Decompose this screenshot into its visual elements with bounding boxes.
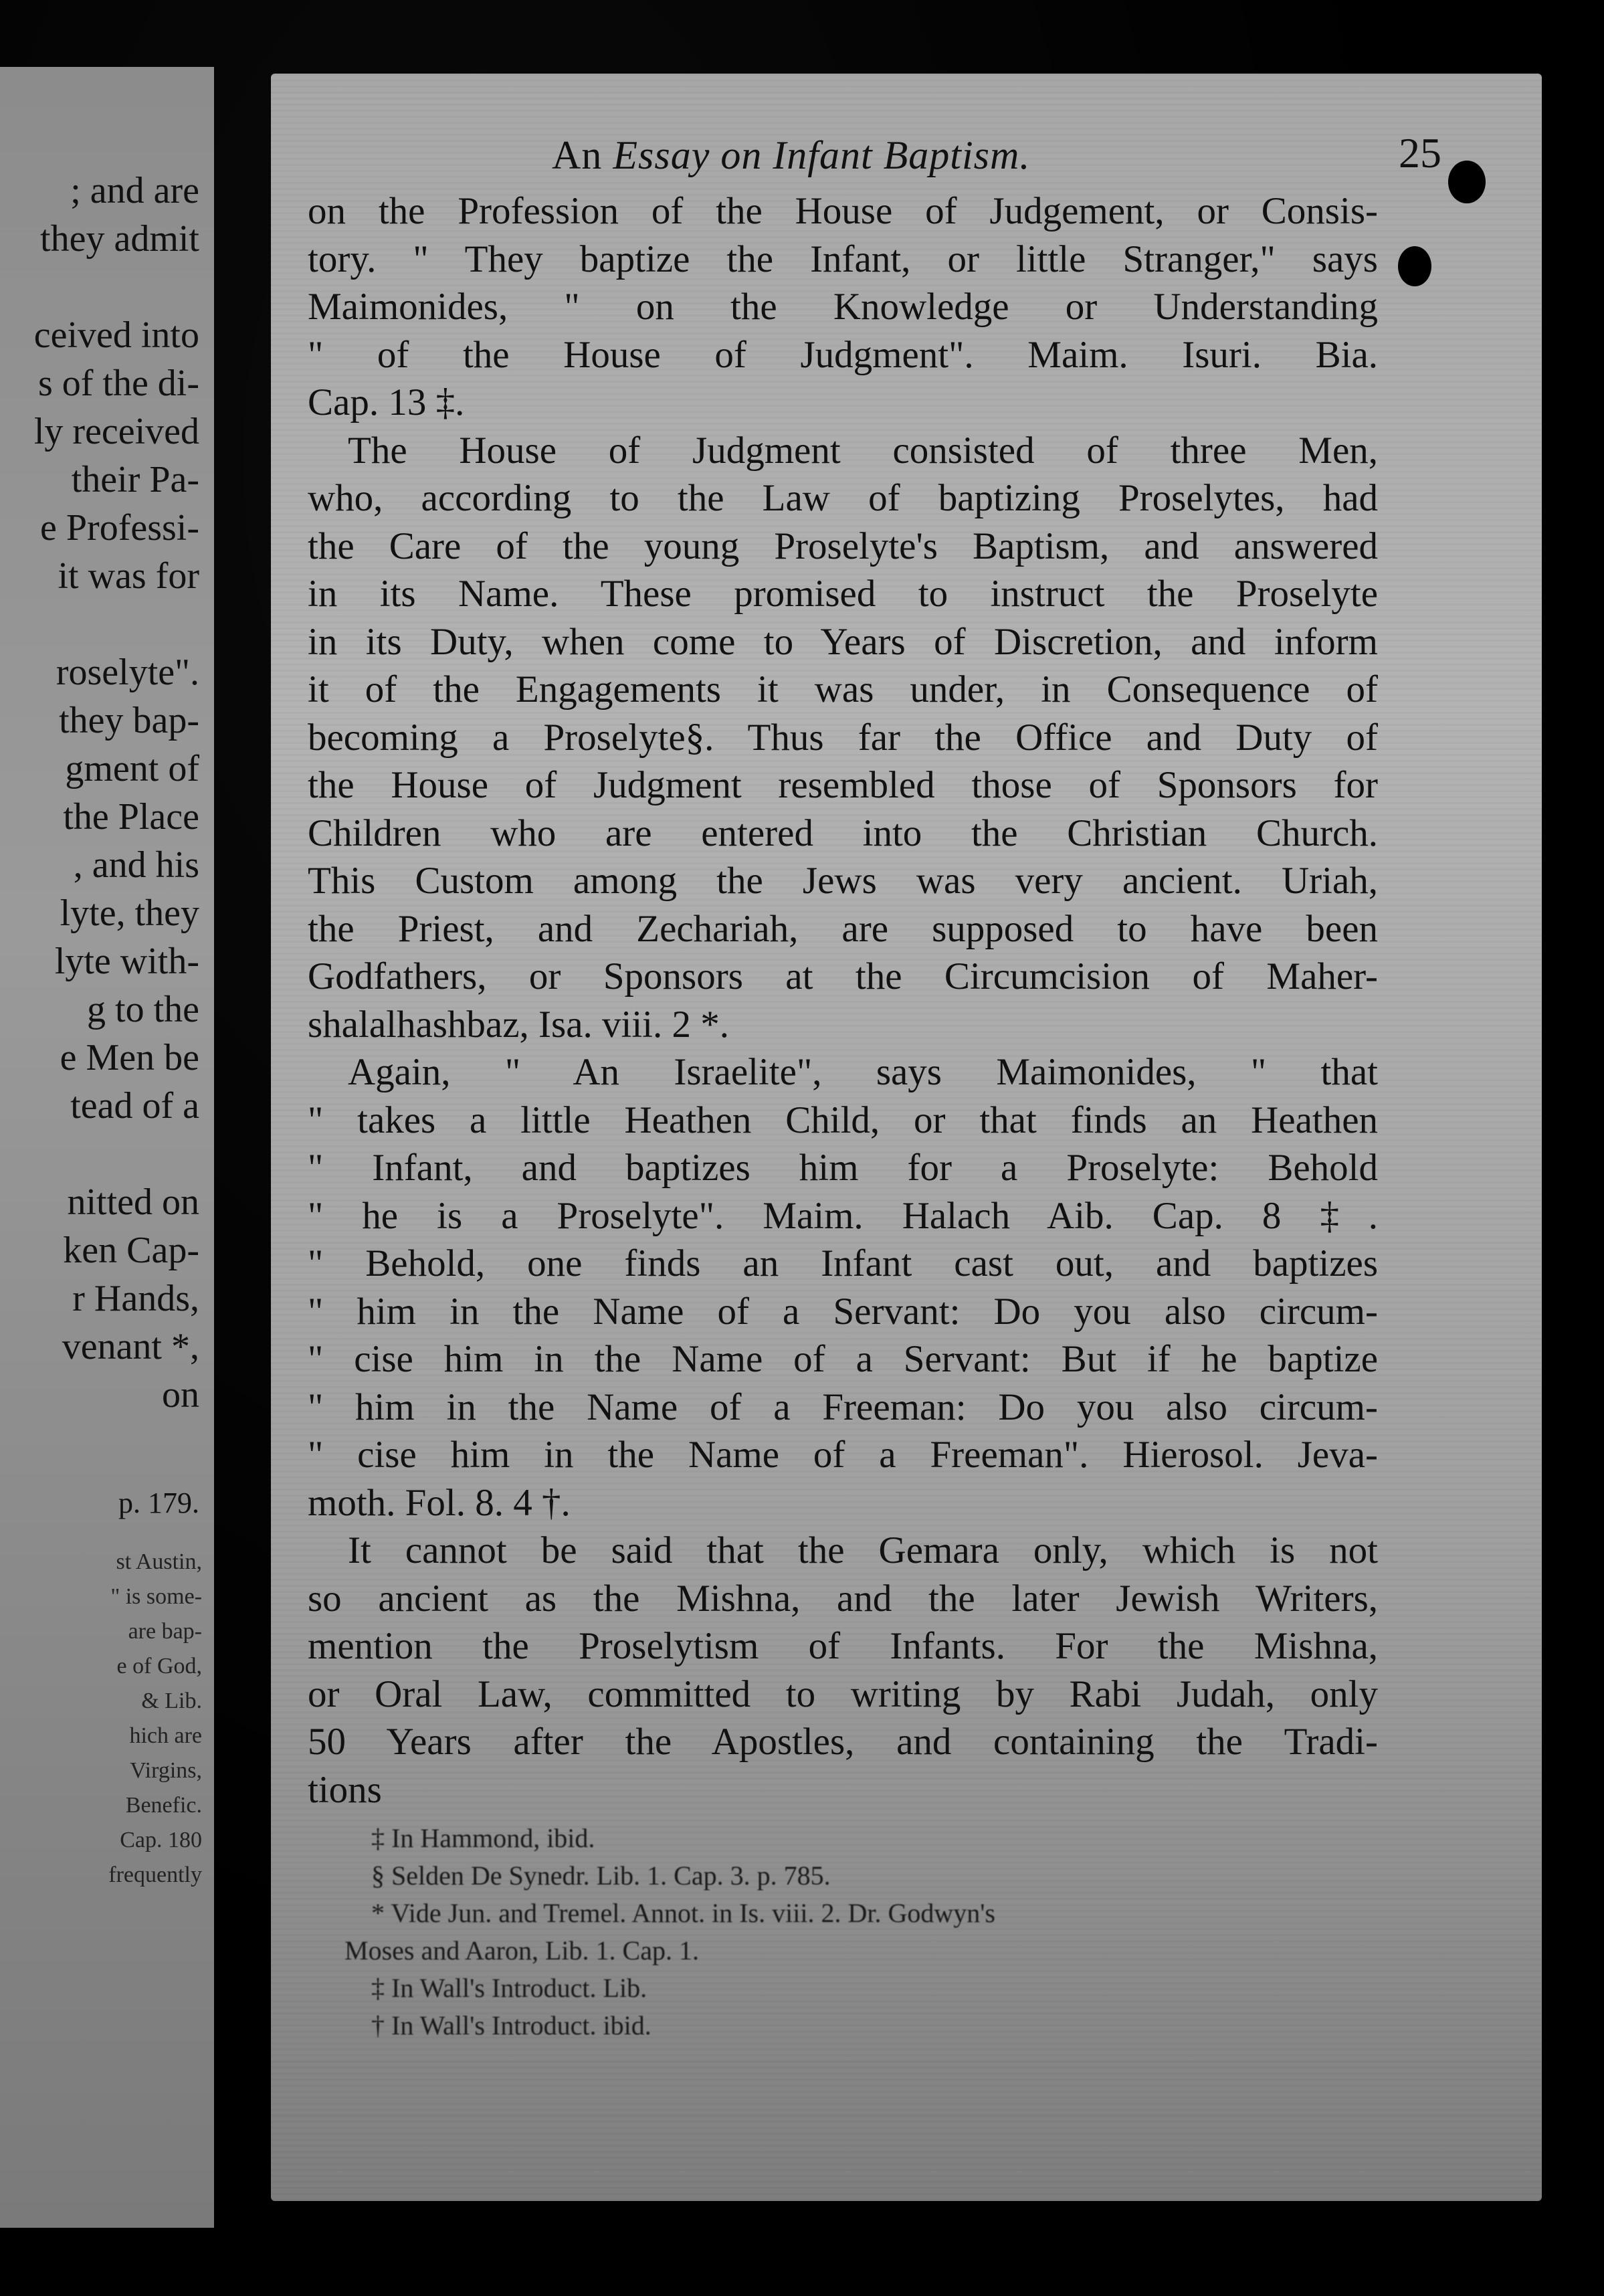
facing-page-line: they admit xyxy=(40,218,199,260)
text-line: Again, " An Israelite", says Maimonides, " that xyxy=(348,1051,1378,1093)
facing-page-footnote-line: are bap- xyxy=(128,1619,202,1644)
ink-blot xyxy=(1448,161,1486,203)
text-line: " takes a little Heathen Child, or that finds an Heathen xyxy=(308,1098,1378,1141)
text-line: who, according to the Law of baptizing Proselytes, had xyxy=(308,477,1378,519)
text-line: so ancient as the Mishna, and the later Jewish Writers, xyxy=(308,1577,1378,1620)
running-title xyxy=(552,132,1030,179)
facing-page-line: their Pa- xyxy=(71,459,199,500)
facing-page-line: ; and are xyxy=(70,170,199,211)
text-line: the House of Judgment resembled those of Sponsors for xyxy=(308,764,1378,806)
facing-page-line: the Place xyxy=(63,796,199,838)
footnote-line: § Selden De Synedr. Lib. 1. Cap. 3. p. 785. xyxy=(371,1860,831,1891)
facing-page-line: g to the xyxy=(87,989,199,1030)
facing-page-footnote-line: " is some- xyxy=(110,1584,202,1609)
text-line: The House of Judgment consisted of three Men, xyxy=(348,429,1378,472)
facing-page-footnote-line: Cap. 180 xyxy=(120,1828,202,1852)
facing-page-line: nitted on xyxy=(67,1181,199,1223)
facing-page-line: e Professi- xyxy=(40,507,199,549)
facing-page-footnote-line: frequently xyxy=(108,1862,202,1887)
facing-page-line: ken Cap- xyxy=(63,1230,199,1271)
facing-page-line: roselyte". xyxy=(56,652,199,693)
text-line: shalalhashbaz, Isa. viii. 2 *. xyxy=(308,1003,730,1046)
text-line: This Custom among the Jews was very ancient. Uriah, xyxy=(308,860,1378,902)
facing-page-footnote-ref: p. 179. xyxy=(118,1487,199,1519)
running-title-plain: An xyxy=(552,133,603,177)
page-number: 25 xyxy=(1399,129,1441,177)
facing-page-strip xyxy=(0,67,214,2228)
facing-page-line: on xyxy=(162,1374,199,1416)
text-line: Godfathers, or Sponsors at the Circumcision of Maher- xyxy=(308,955,1378,997)
facing-page-line: lyte with- xyxy=(54,941,199,982)
text-line: the Care of the young Proselyte's Baptism, and answered xyxy=(308,524,1378,567)
text-line: " Behold, one finds an Infant cast out, and baptizes xyxy=(308,1242,1378,1284)
facing-page-line: they bap- xyxy=(59,700,199,741)
text-line: the Priest, and Zechariah, are supposed to have been xyxy=(308,907,1378,950)
facing-page-line: gment of xyxy=(65,748,199,789)
footnote-line: ‡ In Wall's Introduct. Lib. xyxy=(371,1973,647,2003)
text-line: moth. Fol. 8. 4 †. xyxy=(308,1481,571,1524)
text-line: in its Duty, when come to Years of Discretion, and inform xyxy=(308,620,1378,663)
facing-page-footnote-line: hich are xyxy=(129,1723,202,1748)
text-line: Cap. 13 ‡. xyxy=(308,381,465,423)
facing-page-footnote-line: e of God, xyxy=(116,1654,202,1679)
facing-page-line: ly received xyxy=(33,411,199,452)
text-line: 50 Years after the Apostles, and containing the Tradi- xyxy=(308,1721,1378,1763)
ink-blot xyxy=(1398,246,1431,286)
footnotes xyxy=(344,1820,1388,2044)
footnote-line: * Vide Jun. and Tremel. Annot. in Is. viii. 2. Dr. Godwyn's xyxy=(371,1898,995,1928)
footnote-line: Moses and Aaron, Lib. 1. Cap. 1. xyxy=(344,1935,699,1966)
text-line: or Oral Law, committed to writing by Rabi Judah, only xyxy=(308,1672,1378,1715)
facing-page-footnote-line: Benefic. xyxy=(125,1793,202,1818)
text-line: " him in the Name of a Freeman: Do you also circum- xyxy=(308,1385,1378,1428)
facing-page-line: s of the di- xyxy=(37,363,199,404)
facing-page-line: tead of a xyxy=(70,1085,199,1127)
facing-page-line: , and his xyxy=(73,844,199,886)
footnote-line: † In Wall's Introduct. ibid. xyxy=(371,2010,651,2040)
text-line: it of the Engagements it was under, in Consequence of xyxy=(308,668,1378,710)
body-text xyxy=(308,187,1378,1814)
text-line: " cise him in the Name of a Freeman". Hierosol. Jeva- xyxy=(308,1434,1378,1476)
text-line: tions xyxy=(308,1768,382,1811)
text-line: tory. " They baptize the Infant, or little Stranger," says xyxy=(308,237,1378,280)
text-line: Maimonides, " on the Knowledge or Understanding xyxy=(308,286,1378,328)
page-header xyxy=(271,129,1542,186)
facing-page-footnote-line: st Austin, xyxy=(116,1549,202,1574)
text-line: Children who are entered into the Christian Church. xyxy=(308,811,1378,854)
facing-page-line: ceived into xyxy=(33,314,199,356)
facing-page-line: r Hands, xyxy=(72,1278,199,1319)
facing-page-line: lyte, they xyxy=(60,892,199,934)
facing-page-line: e Men be xyxy=(60,1037,199,1078)
text-line: " he is a Proselyte". Maim. Halach Aib. Cap. 8 ‡. xyxy=(308,1194,1378,1237)
text-line: on the Profession of the House of Judgement, or Consis- xyxy=(308,190,1378,232)
text-line: " him in the Name of a Servant: Do you also circum- xyxy=(308,1290,1378,1333)
text-line: in its Name. These promised to instruct the Proselyte xyxy=(308,573,1378,615)
book-page xyxy=(271,74,1542,2201)
text-line: " Infant, and baptizes him for a Proselyte: Behold xyxy=(308,1147,1378,1189)
facing-page-footnote-line: Virgins, xyxy=(130,1758,202,1783)
facing-page-footnote-line: & Lib. xyxy=(141,1689,202,1713)
text-line: " of the House of Judgment". Maim. Isuri. Bia. xyxy=(308,333,1378,376)
facing-page-line: venant *, xyxy=(62,1326,199,1367)
facing-page-line: it was for xyxy=(58,555,199,597)
running-title-italic: Essay on Infant Baptism. xyxy=(613,133,1031,177)
text-line: becoming a Proselyte§. Thus far the Office and Duty of xyxy=(308,716,1378,759)
text-line: mention the Proselytism of Infants. For the Mishna, xyxy=(308,1625,1378,1667)
text-line: " cise him in the Name of a Servant: But if he baptize xyxy=(308,1338,1378,1380)
footnote-line: ‡ In Hammond, ibid. xyxy=(371,1823,595,1853)
text-line: It cannot be said that the Gemara only, which is not xyxy=(348,1529,1378,1571)
